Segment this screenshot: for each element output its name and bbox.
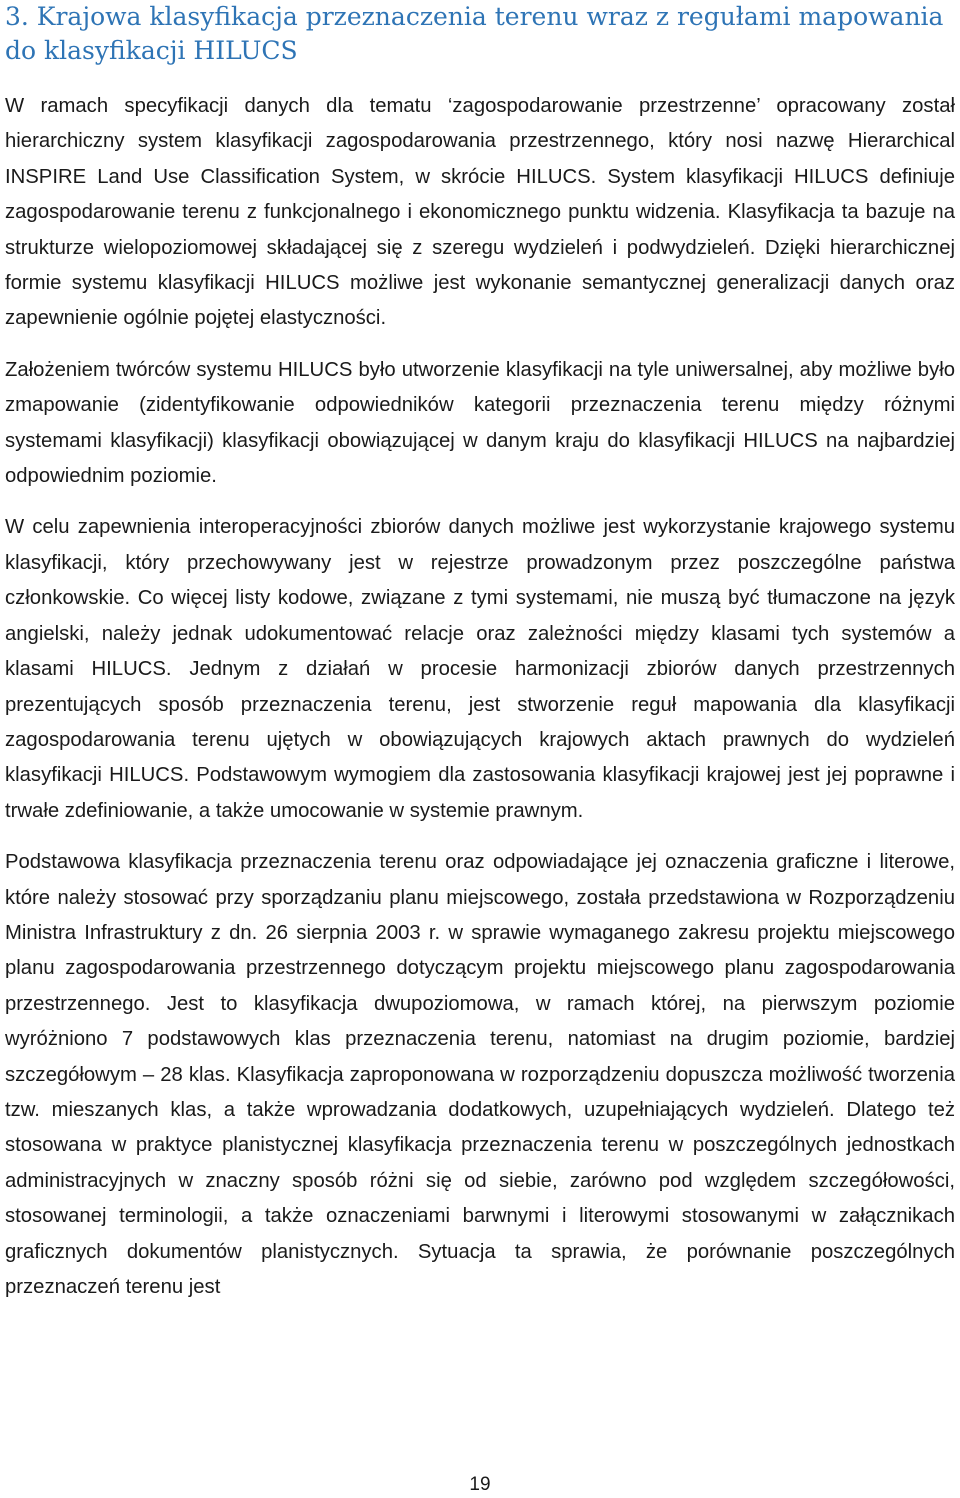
paragraph-national-classification: Podstawowa klasyfikacja przeznaczenia terenu oraz odpowiadające jej oznaczenia graficzne i literowe, które należy stosować przy sporządzaniu planu miejscowego, została przedstawiona w Rozporządzeniu Ministra Infrastruktury z dn. 26 sierpnia 2003 r. w sprawie wymaganego zakresu projektu miejscowego planu zagospodarowania przestrzennego dotyczącym projektu miejscowego planu zagospodarowania przestrzennego. Jest to klasyfikacja dwupoziomowa, w ramach której, na pierwszym poziomie wyróżniono 7 podstawowych klas przeznaczenia terenu, natomiast na drugim poziomie, bardziej szczegółowym – 28 klas. Klasyfikacja zaproponowana w rozporządzeniu dopuszcza możliwość tworzenia tzw. mieszanych klas, a także wprowadzania dodatkowych, uzupełniających wydzieleń. Dlatego też stosowana w praktyce planistycznej klasyfikacja przeznaczenia terenu w poszczególnych jednostkach administracyjnych w znaczny sposób różni się od siebie, zarówno pod względem szczegółowości, stosowanej terminologii, a także oznaczeniami barwnymi i literowymi stosowanymi w załącznikach graficznych dokumentów planistycznych. Sytuacja ta sprawia, że porównanie poszczególnych przeznaczeń terenu jest (5, 851, 955, 1298)
paragraph-interoperability: W celu zapewnienia interoperacyjności zbiorów danych możliwe jest wykorzystanie krajowego systemu klasyfikacji, który przechowywany jest w rejestrze prowadzonym przez poszczególne państwa członkowskie. Co więcej listy kodowe, związane z tymi systemami, nie muszą być tłumaczone na język angielski, należy jednak udokumentować relacje oraz zależności między klasami tych systemów a klasami HILUCS. Jednym z działań w procesie harmonizacji zbiorów danych przestrzennych prezentujących sposób przeznaczenia terenu, jest stworzenie reguł mapowania dla klasyfikacji zagospodarowania terenu ujętych w obowiązujących krajowych aktach prawnych do wydzieleń klasyfikacji HILUCS. Podstawowym wymogiem dla zastosowania klasyfikacji krajowej jest jej poprawne i trwałe zdefiniowanie, a także umocowanie w systemie prawnym. (5, 516, 955, 822)
body-text (5, 89, 955, 1305)
paragraph-hilucs-goal: Założeniem twórców systemu HILUCS było utworzenie klasyfikacji na tyle uniwersalnej, aby możliwe było zmapowanie (zidentyfikowanie odpowiedników kategorii przeznaczenia terenu między różnymi systemami klasyfikacji) klasyfikacji obowiązującej w danym kraju do klasyfikacji HILUCS na najbardziej odpowiednim poziomie. (5, 358, 955, 488)
section-heading: 3. Krajowa klasyfikacja przeznaczenia terenu wraz z regułami mapowania do klasyfikacji HILUCS (5, 2, 944, 65)
page-number: 19 (469, 1474, 491, 1495)
paragraph-hilucs-intro: W ramach specyfikacji danych dla tematu ‘zagospodarowanie przestrzenne’ opracowany został hierarchiczny system klasyfikacji zagospodarowania przestrzennego, który nosi nazwę Hierarchical INSPIRE Land Use Classification System, w skrócie HILUCS. System klasyfikacji HILUCS definiuje zagospodarowanie terenu z funkcjonalnego i ekonomicznego punktu widzenia. Klasyfikacja ta bazuje na strukturze wielopoziomowej składającej się z szeregu wydzieleń i podwydzieleń. Dzięki hierarchicznej formie systemu klasyfikacji HILUCS możliwe jest wykonanie semantycznej generalizacji danych oraz zapewnienie ogólnie pojętej elastyczności. (5, 95, 955, 330)
